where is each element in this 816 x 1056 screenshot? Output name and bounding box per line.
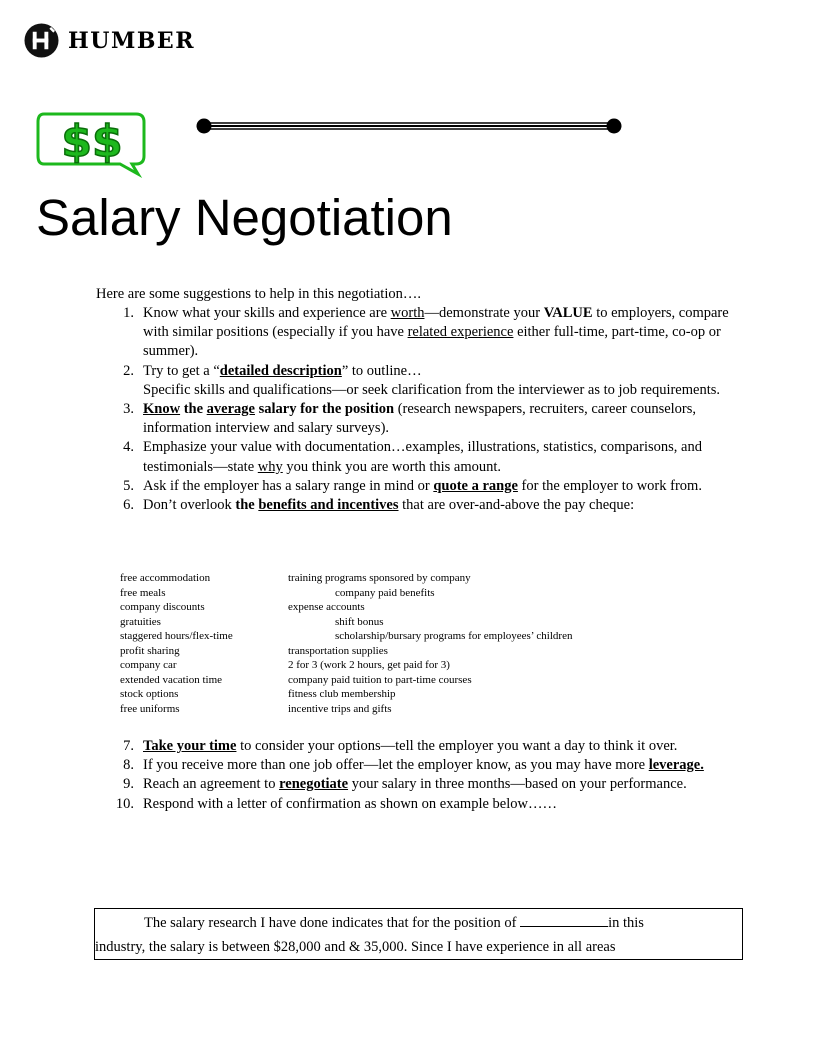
list-item: 5. Ask if the employer has a salary range in mind or quote a range for the employer to work from. <box>123 477 702 494</box>
benefits-list <box>120 571 680 716</box>
list-item: 10. Respond with a letter of confirmation as shown on example below…… <box>115 795 557 812</box>
list-item: 3. Know the average salary for the position (research newspapers, recruiters, career counselors, information interview and salary surveys). <box>123 401 697 437</box>
suggestions-list <box>96 304 736 515</box>
list-item: 4. Emphasize your value with documentation…examples, illustrations, statistics, comparisons, and testimonials—state why you think you are worth this amount. <box>123 439 702 475</box>
benefit-item: profit sharing <box>120 644 180 657</box>
intro-text: Here are some suggestions to help in this negotiation…. <box>96 286 421 302</box>
benefit-item: company paid benefits <box>335 586 435 599</box>
list-item: 7. Take your time to consider your options—tell the employer you want a day to think it over. <box>123 738 678 754</box>
humber-logo-icon <box>24 23 59 58</box>
benefit-item: company paid tuition to part-time courses <box>288 673 472 686</box>
benefit-item: shift bonus <box>335 615 384 628</box>
benefit-item: stock options <box>120 688 179 700</box>
benefit-item: transportation supplies <box>288 644 388 657</box>
letter-line: industry, the salary is between $28,000 and & 35,000. Since I have experience in all areas <box>95 939 616 955</box>
page-title: Salary Negotiation <box>36 189 453 246</box>
example-letter-box <box>94 908 743 960</box>
dollar-speech-bubble-icon <box>36 112 146 178</box>
benefit-item: incentive trips and gifts <box>288 702 392 715</box>
brand-name: HUMBER <box>68 27 195 54</box>
benefit-item: extended vacation time <box>120 673 223 686</box>
benefit-item: training programs sponsored by company <box>288 572 471 584</box>
letter-line: The salary research I have done indicates that for the position of in this <box>144 915 644 931</box>
suggestions-list-continued <box>96 737 736 814</box>
suggestions-section <box>96 285 736 515</box>
list-item: 1. Know what your skills and experience are worth—demonstrate your VALUE to employers, compare with similar positions (especially if you have related experience either full-time, part-time, co-op or summer). <box>123 305 729 360</box>
benefit-item: free meals <box>120 586 166 599</box>
benefit-item: expense accounts <box>288 601 365 613</box>
benefit-item: free accommodation <box>120 572 211 584</box>
benefit-item: staggered hours/flex-time <box>120 630 233 642</box>
divider-rule <box>196 117 622 135</box>
benefit-item: company discounts <box>120 601 205 613</box>
benefit-item: company car <box>120 659 177 671</box>
list-item: 2. Try to get a “detailed description” to outline… Specific skills and qualifications—or seek clarification from the interviewer as to job requirements. <box>123 362 720 398</box>
benefit-item: 2 for 3 (work 2 hours, get paid for 3) <box>288 659 450 671</box>
list-item: 9. Reach an agreement to renegotiate your salary in three months—based on your performance. <box>123 776 687 793</box>
humber-logo <box>24 23 195 58</box>
benefit-item: free uniforms <box>120 702 180 715</box>
position-blank <box>520 913 608 927</box>
benefit-item: fitness club membership <box>288 688 396 700</box>
suggestions-section-continued <box>96 737 736 814</box>
benefit-item: scholarship/bursary programs for employees’ children <box>335 630 573 642</box>
list-item: 8. If you receive more than one job offer—let the employer know, as you may have more leverage. <box>123 757 704 774</box>
svg-text:$$: $$ <box>61 116 123 167</box>
list-item: 6. Don’t overlook the benefits and incentives that are over-and-above the pay cheque: <box>123 497 635 514</box>
benefit-item: gratuities <box>120 615 161 628</box>
